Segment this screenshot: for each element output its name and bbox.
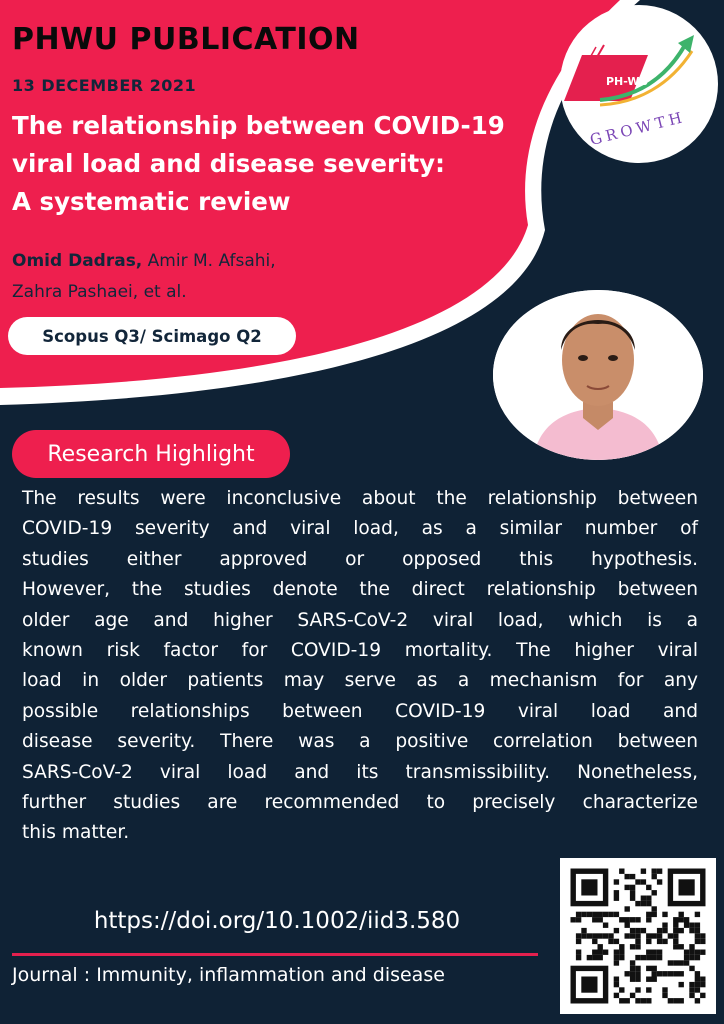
growth-logo-icon xyxy=(560,5,718,163)
author-portrait-icon xyxy=(493,290,703,460)
indexing-badge: Scopus Q3/ Scimago Q2 xyxy=(8,317,296,355)
doi-link[interactable]: https://doi.org/10.1002/iid3.580 xyxy=(93,908,461,934)
highlight-line: this matter. xyxy=(22,822,130,844)
logo-tagline: GROWTH xyxy=(588,107,688,149)
qr-code-icon xyxy=(560,858,716,1014)
highlight-text xyxy=(22,484,698,849)
author-photo xyxy=(493,290,703,460)
highlight-line: possible relationships between COVID-19 viral load and xyxy=(22,700,698,722)
paper-title xyxy=(12,107,552,221)
author-line: Zahra Pashaei, et al. xyxy=(12,282,187,302)
co-author: Amir M. Afsahi, xyxy=(142,251,276,271)
highlight-line: COVID-19 severity and viral load, as a similar number of xyxy=(22,518,698,540)
highlight-line: load in older patients may serve as a mechanism for any xyxy=(22,670,698,692)
author-line xyxy=(12,246,452,277)
phwu-logo xyxy=(560,5,718,163)
divider xyxy=(12,953,538,956)
highlight-line: The results were inconclusive about the relationship between xyxy=(22,488,698,509)
author-list xyxy=(12,246,452,308)
publication-date: 13 DECEMBER 2021 xyxy=(12,76,197,95)
logo-text: PH-WU xyxy=(606,75,649,88)
highlight-line: older age and higher SARS-CoV-2 viral load, which is a xyxy=(22,609,698,631)
paper-title-line: viral load and disease severity: xyxy=(12,149,445,178)
lead-author: Omid Dadras, xyxy=(12,251,143,271)
highlight-line: However, the studies denote the direct relationship between xyxy=(22,579,698,601)
highlight-line: further studies are recommended to precisely characterize xyxy=(22,792,698,814)
journal-name: Journal : Immunity, inflammation and disease xyxy=(12,964,445,986)
qr-code[interactable] xyxy=(560,858,716,1014)
highlight-line: SARS-CoV-2 viral load and its transmissibility. Nonetheless, xyxy=(22,761,698,783)
publisher-title: PHWU PUBLICATION xyxy=(12,22,360,57)
highlight-line: known risk factor for COVID-19 mortality. The higher viral xyxy=(22,640,698,662)
research-highlight-label: Research Highlight xyxy=(12,430,290,478)
highlight-line: studies either approved or opposed this hypothesis. xyxy=(22,548,698,570)
highlight-line: disease severity. There was a positive correlation between xyxy=(22,731,698,753)
paper-title-line: A systematic review xyxy=(12,187,291,216)
paper-title-line: The relationship between COVID-19 xyxy=(12,111,505,140)
